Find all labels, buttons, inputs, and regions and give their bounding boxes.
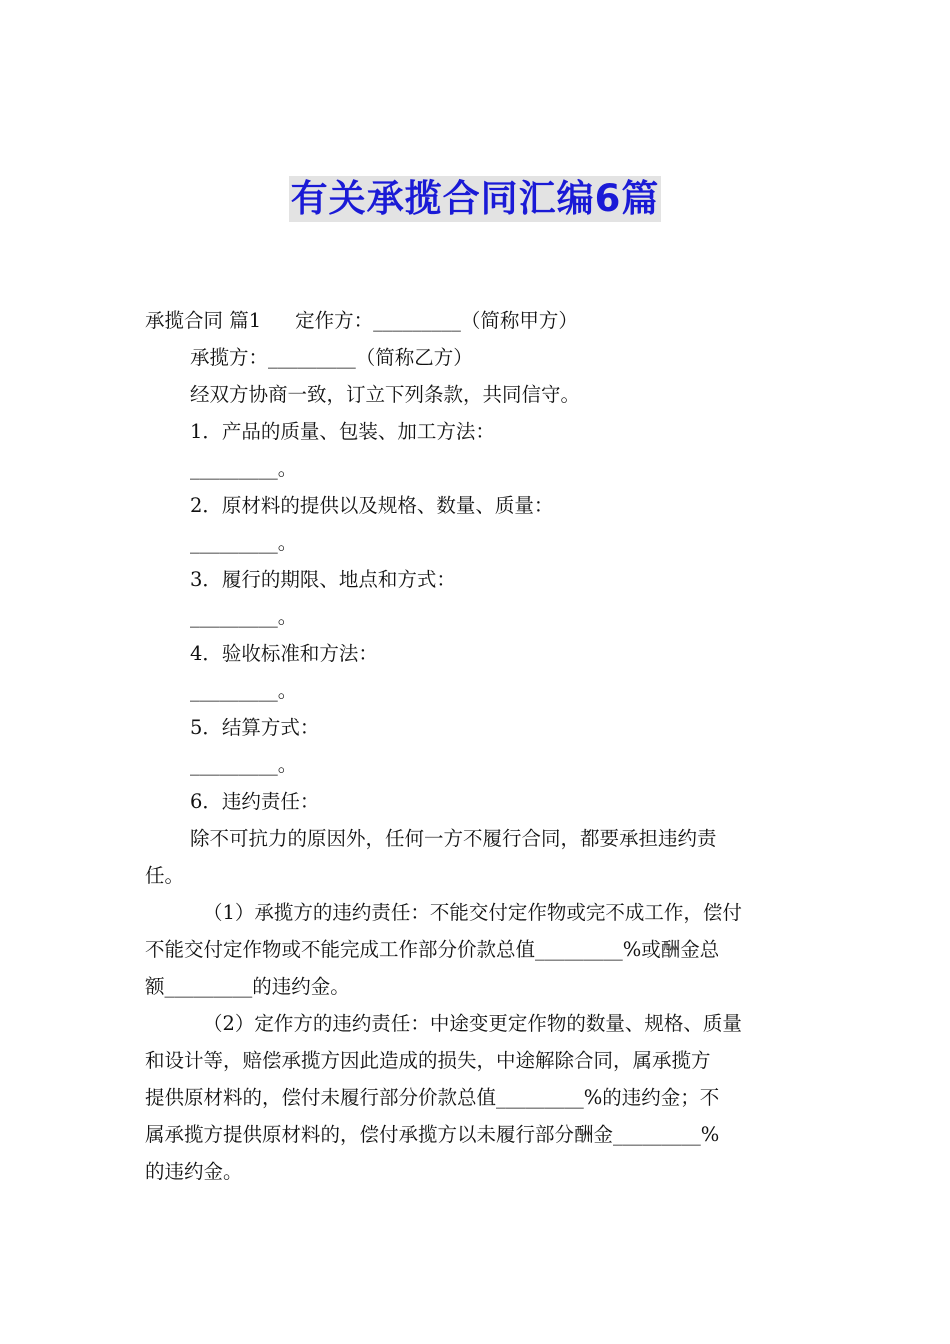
clause-1-blank: _________。 bbox=[190, 457, 298, 480]
paragraph-line: （2）定作方的违约责任：中途变更定作物的数量、规格、质量 bbox=[203, 1012, 742, 1035]
paragraph-line: 提供原材料的，偿付未履行部分价款总值_________%的违约金；不 bbox=[145, 1086, 720, 1109]
agreement-line: 经双方协商一致，订立下列条款，共同信守。 bbox=[190, 383, 581, 406]
paragraph-contractor-liability bbox=[145, 894, 807, 1005]
title-container bbox=[0, 176, 950, 222]
paragraph-line: 任。 bbox=[145, 864, 185, 887]
contractor-line: 承揽方：_________（简称乙方） bbox=[190, 346, 473, 369]
clause-2: 2．原材料的提供以及规格、数量、质量： bbox=[190, 494, 554, 517]
commissioner-line: 定作方：_________（简称甲方） bbox=[295, 309, 578, 332]
contract-heading: 承揽合同 篇1 bbox=[145, 309, 262, 332]
clause-6: 6．违约责任： bbox=[190, 790, 320, 813]
clause-1: 1．产品的质量、包装、加工方法： bbox=[190, 420, 495, 443]
paragraph-line: 属承揽方提供原材料的，偿付承揽方以未履行部分酬金_________% bbox=[145, 1123, 720, 1146]
paragraph-line: （1）承揽方的违约责任：不能交付定作物或完不成工作，偿付 bbox=[203, 901, 742, 924]
clause-5-blank: _________。 bbox=[190, 753, 298, 776]
paragraph-line: 额_________的违约金。 bbox=[145, 975, 350, 998]
clause-4-blank: _________。 bbox=[190, 679, 298, 702]
document-title: 有关承揽合同汇编6篇 bbox=[290, 177, 660, 220]
paragraph-force-majeure bbox=[145, 820, 807, 894]
clause-5: 5．结算方式： bbox=[190, 716, 320, 739]
paragraph-commissioner-liability bbox=[145, 1005, 807, 1190]
paragraph-line: 不能交付定作物或不能完成工作部分价款总值_________%或酬金总 bbox=[145, 938, 720, 961]
clause-2-blank: _________。 bbox=[190, 531, 298, 554]
paragraph-line: 和设计等，赔偿承揽方因此造成的损失，中途解除合同，属承揽方 bbox=[145, 1049, 711, 1072]
document-body bbox=[145, 302, 807, 1190]
clause-3: 3．履行的期限、地点和方式： bbox=[190, 568, 456, 591]
clause-4: 4．验收标准和方法： bbox=[190, 642, 378, 665]
contract-heading-line bbox=[145, 302, 807, 339]
clause-3-blank: _________。 bbox=[190, 605, 298, 628]
paragraph-line: 的违约金。 bbox=[145, 1160, 243, 1183]
paragraph-line: 除不可抗力的原因外，任何一方不履行合同，都要承担违约责 bbox=[190, 827, 717, 850]
